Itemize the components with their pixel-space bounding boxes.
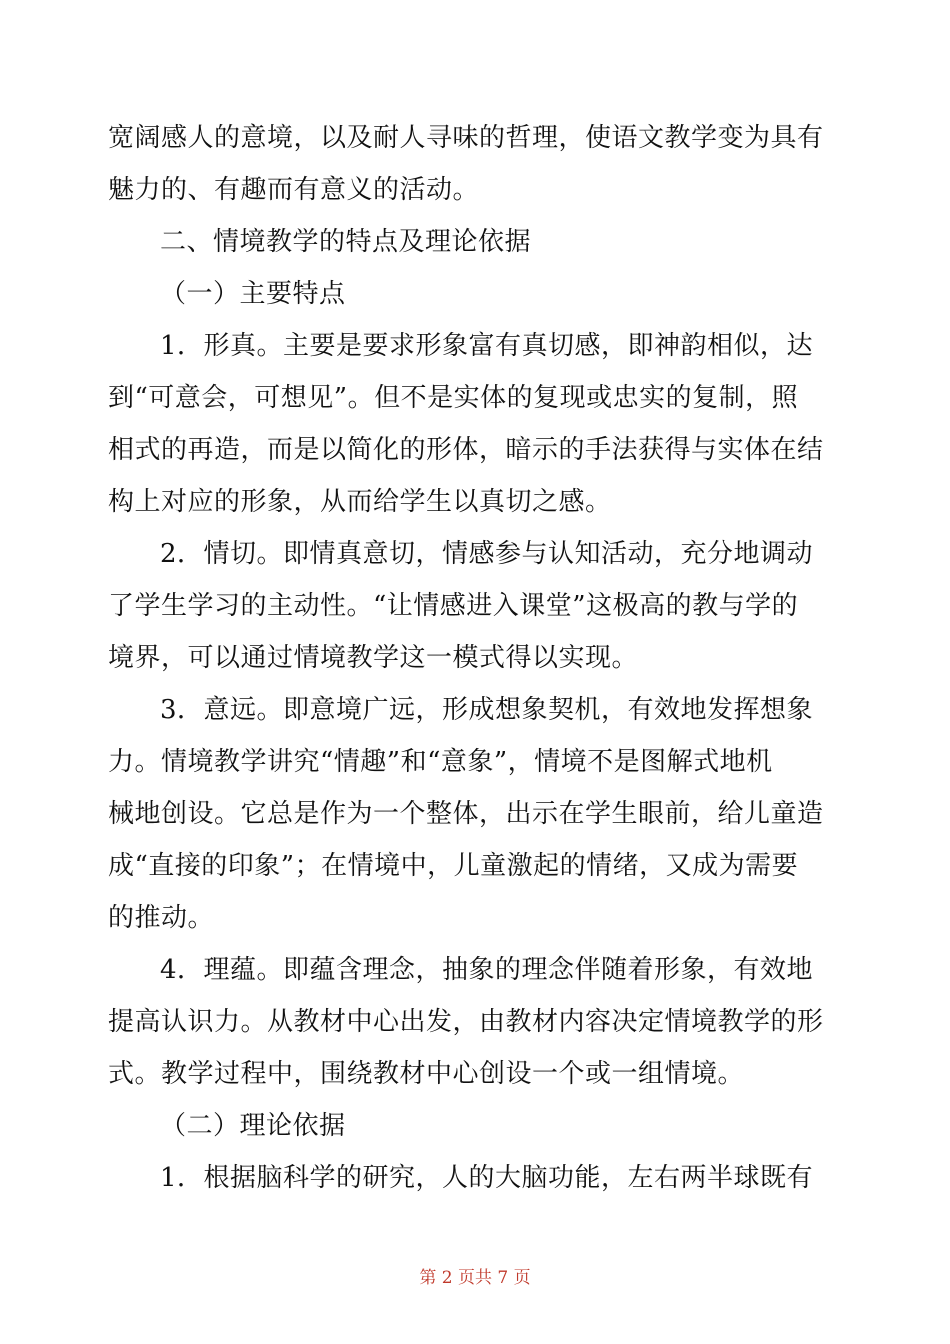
- text-line: 到“可意会，可想见”。但不是实体的复现或忠实的复制，照: [108, 383, 799, 413]
- text-line: 境界，可以通过情境教学这一模式得以实现。: [108, 643, 639, 673]
- text-line: 力。情境教学讲究“情趣”和“意象”，情境不是图解式地机: [108, 747, 773, 777]
- text-line: 了学生学习的主动性。“让情感进入课堂”这极高的教与学的: [108, 591, 799, 621]
- text-line: 构上对应的形象，从而给学生以真切之感。: [108, 487, 612, 517]
- subsection-heading: （二）理论依据: [160, 1111, 346, 1141]
- text-line: 的推动。: [108, 903, 215, 933]
- text-line: 宽阔感人的意境，以及耐人寻味的哲理，使语文教学变为具有: [108, 123, 824, 153]
- section-heading: 二、情境教学的特点及理论依据: [160, 227, 532, 257]
- document-body: [108, 112, 843, 1204]
- text-line: 械地创设。它总是作为一个整体，出示在学生眼前，给儿童造: [108, 799, 824, 829]
- text-line: 相式的再造，而是以简化的形体，暗示的手法获得与实体在结: [108, 435, 824, 465]
- text-line: 提高认识力。从教材中心出发，由教材内容决定情境教学的形: [108, 1007, 824, 1037]
- text-line: 成“直接的印象”；在情境中，儿童激起的情绪，又成为需要: [108, 851, 799, 881]
- text-line: 1．形真。主要是要求形象富有真切感，即神韵相似，达: [160, 331, 814, 361]
- page-number-footer: 第 2 页共 7 页: [419, 1268, 531, 1288]
- text-line: 2．情切。即情真意切，情感参与认知活动，充分地调动: [160, 539, 814, 569]
- text-line: 1．根据脑科学的研究，人的大脑功能，左右两半球既有: [160, 1163, 814, 1193]
- text-line: 3．意远。即意境广远，形成想象契机，有效地发挥想象: [160, 695, 814, 725]
- text-line: 4．理蕴。即蕴含理念，抽象的理念伴随着形象，有效地: [160, 955, 814, 985]
- text-line: 魅力的、有趣而有意义的活动。: [108, 175, 480, 205]
- subsection-heading: （一）主要特点: [160, 279, 346, 309]
- text-line: 式。教学过程中，围绕教材中心创设一个或一组情境。: [108, 1059, 745, 1089]
